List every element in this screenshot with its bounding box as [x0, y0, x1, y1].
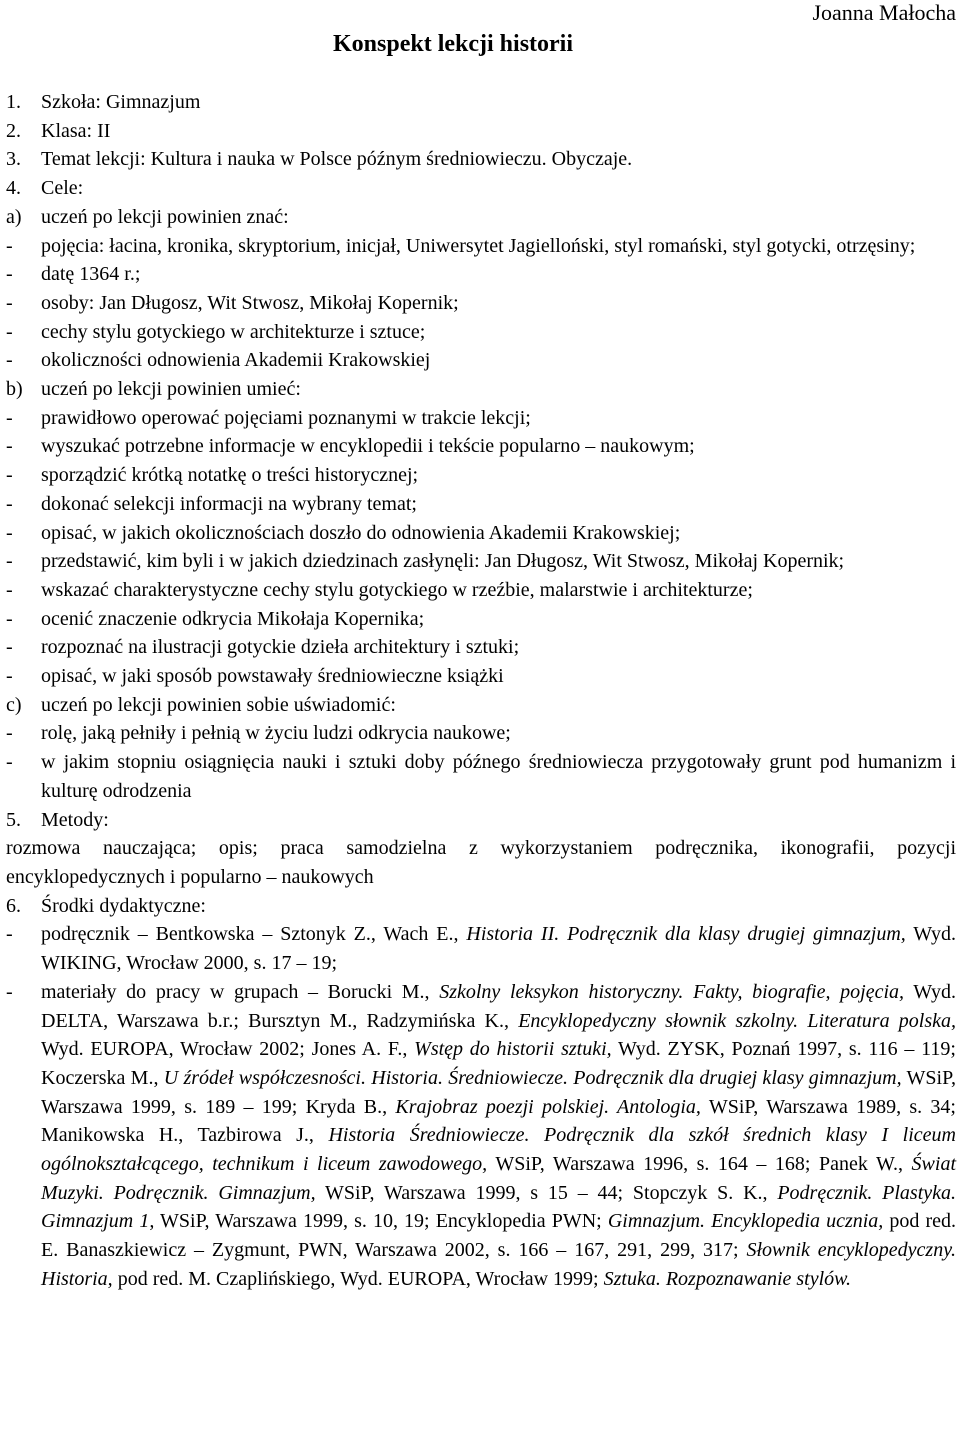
goals-a-heading: a) uczeń po lekcji powinien znać: — [6, 205, 289, 228]
list-item-methods: 5. Metody: — [6, 808, 109, 831]
goal-a-item: - okoliczności odnowienia Akademii Krakowskiej — [6, 349, 431, 372]
goals-b-heading: b) uczeń po lekcji powinien umieć: — [6, 378, 301, 401]
resource-group-materials: - materiały do pracy w grupach – Borucki M., Szkolny leksykon historyczny. Fakty, biografie, pojęcia, Wyd. DELTA, Warszawa b.r.; Bursztyn M., Radzymińska K., Encyklopedyczny słownik szkolny. Literatura polska, Wyd. EUROPA, Wrocław 2002; Jones A. F., Wstęp do historii sztuki, Wyd. ZYSK, Poznań 1997, s. 116 – 119; Koczerska M., U źródeł współczesności. Historia. Średniowiecze. Podręcznik dla drugiej klasy gimnazjum, WSiP, Warszawa 1999, s. 189 – 199; Kryda B., Krajobraz poezji polskiej. Antologia, WSiP, Warszawa 1989, s. 34; Manikowska H., Tazbirowa J., Historia Średniowiecze. Podręcznik dla szkół średnich klasy I liceum ogólnokształcącego, technikum i liceum zawodowego, WSiP, Warszawa 1996, s. 164 – 168; Panek W., Świat Muzyki. Podręcznik. Gimnazjum, WSiP, Warszawa 1999, s 15 – 44; Stopczyk S. K., Podręcznik. Plastyka. Gimnazjum 1, WSiP, Warszawa 1999, s. 10, 19; Encyklopedia PWN; Gimnazjum. Encyklopedia ucznia, pod red. E. Banaszkiewicz – Zygmunt, PWN, Warszawa 2002, s. 166 – 167, 291, 299, 317; Słownik encyklopedyczny. Historia, pod red. M. Czaplińskiego, Wyd. EUROPA, Wrocław 1999; Sztuka. Rozpoznawanie stylów. — [6, 980, 957, 1290]
document-title: Konspekt lekcji historii — [333, 31, 574, 57]
goal-a-item: - osoby: Jan Długosz, Wit Stwosz, Mikołaj Kopernik; — [6, 291, 459, 314]
goal-a-item: - datę 1364 r.; — [6, 263, 141, 286]
methods-text: rozmowa nauczająca; opis; praca samodzielna z wykorzystaniem podręcznika, ikonografii, pozycji encyklopedycznych i popularno – naukowych — [6, 837, 956, 888]
list-item-goals: 4. Cele: — [6, 177, 84, 200]
author-name: Joanna Małocha — [812, 0, 956, 25]
goal-b-item: - wskazać charakterystyczne cechy stylu gotyckiego w rzeźbie, malarstwie i architekturze; — [6, 578, 753, 601]
goal-c-item: - rolę, jaką pełniły i pełnią w życiu ludzi odkrycia naukowe; — [6, 722, 511, 745]
goal-b-item: - rozpoznać na ilustracji gotyckie dzieła architektury i sztuki; — [6, 636, 520, 659]
goal-b-item: - dokonać selekcji informacji na wybrany temat; — [6, 492, 417, 515]
goal-a-item: - pojęcia: łacina, kronika, skryptorium, inicjał, Uniwersytet Jagielloński, styl romański, styl gotycki, otrzęsiny; — [6, 234, 916, 257]
document-body — [6, 88, 956, 1294]
list-item-topic: 3. Temat lekcji: Kultura i nauka w Polsce późnym średniowieczu. Obyczaje. — [6, 148, 633, 171]
goal-b-item: - ocenić znaczenie odkrycia Mikołaja Kopernika; — [6, 607, 425, 630]
goal-b-item: - przedstawić, kim byli i w jakich dziedzinach zasłynęli: Jan Długosz, Wit Stwosz, Mikołaj Kopernik; — [6, 550, 845, 573]
resource-textbook: - podręcznik – Bentkowska – Sztonyk Z., Wach E., Historia II. Podręcznik dla klasy drugiej gimnazjum, Wyd. WIKING, Wrocław 2000, s. 17 – 19; — [6, 923, 956, 975]
goal-a-item: - cechy stylu gotyckiego w architekturze i sztuce; — [6, 320, 426, 343]
goal-b-item: - wyszukać potrzebne informacje w encyklopedii i tekście popularno – naukowym; — [6, 435, 695, 458]
list-item-resources: 6. Środki dydaktyczne: — [6, 894, 206, 917]
goal-c-item: - w jakim stopniu osiągnięcia nauki i sztuki doby późnego średniowiecza przygotowały grunt pod humanizm i kulturę odrodzenia — [6, 751, 956, 802]
list-item-school: 1. Szkoła: Gimnazjum — [6, 91, 201, 113]
list-item-class: 2. Klasa: II — [6, 119, 111, 142]
goals-c-heading: c) uczeń po lekcji powinien sobie uświadomić: — [6, 693, 396, 716]
goal-b-item: - opisać, w jaki sposób powstawały średniowieczne książki — [6, 665, 504, 688]
goal-b-item: - opisać, w jakich okolicznościach doszło do odnowienia Akademii Krakowskiej; — [6, 521, 681, 544]
goal-b-item: - prawidłowo operować pojęciami poznanymi w trakcie lekcji; — [6, 406, 531, 429]
goal-b-item: - sporządzić krótką notatkę o treści historycznej; — [6, 464, 419, 487]
